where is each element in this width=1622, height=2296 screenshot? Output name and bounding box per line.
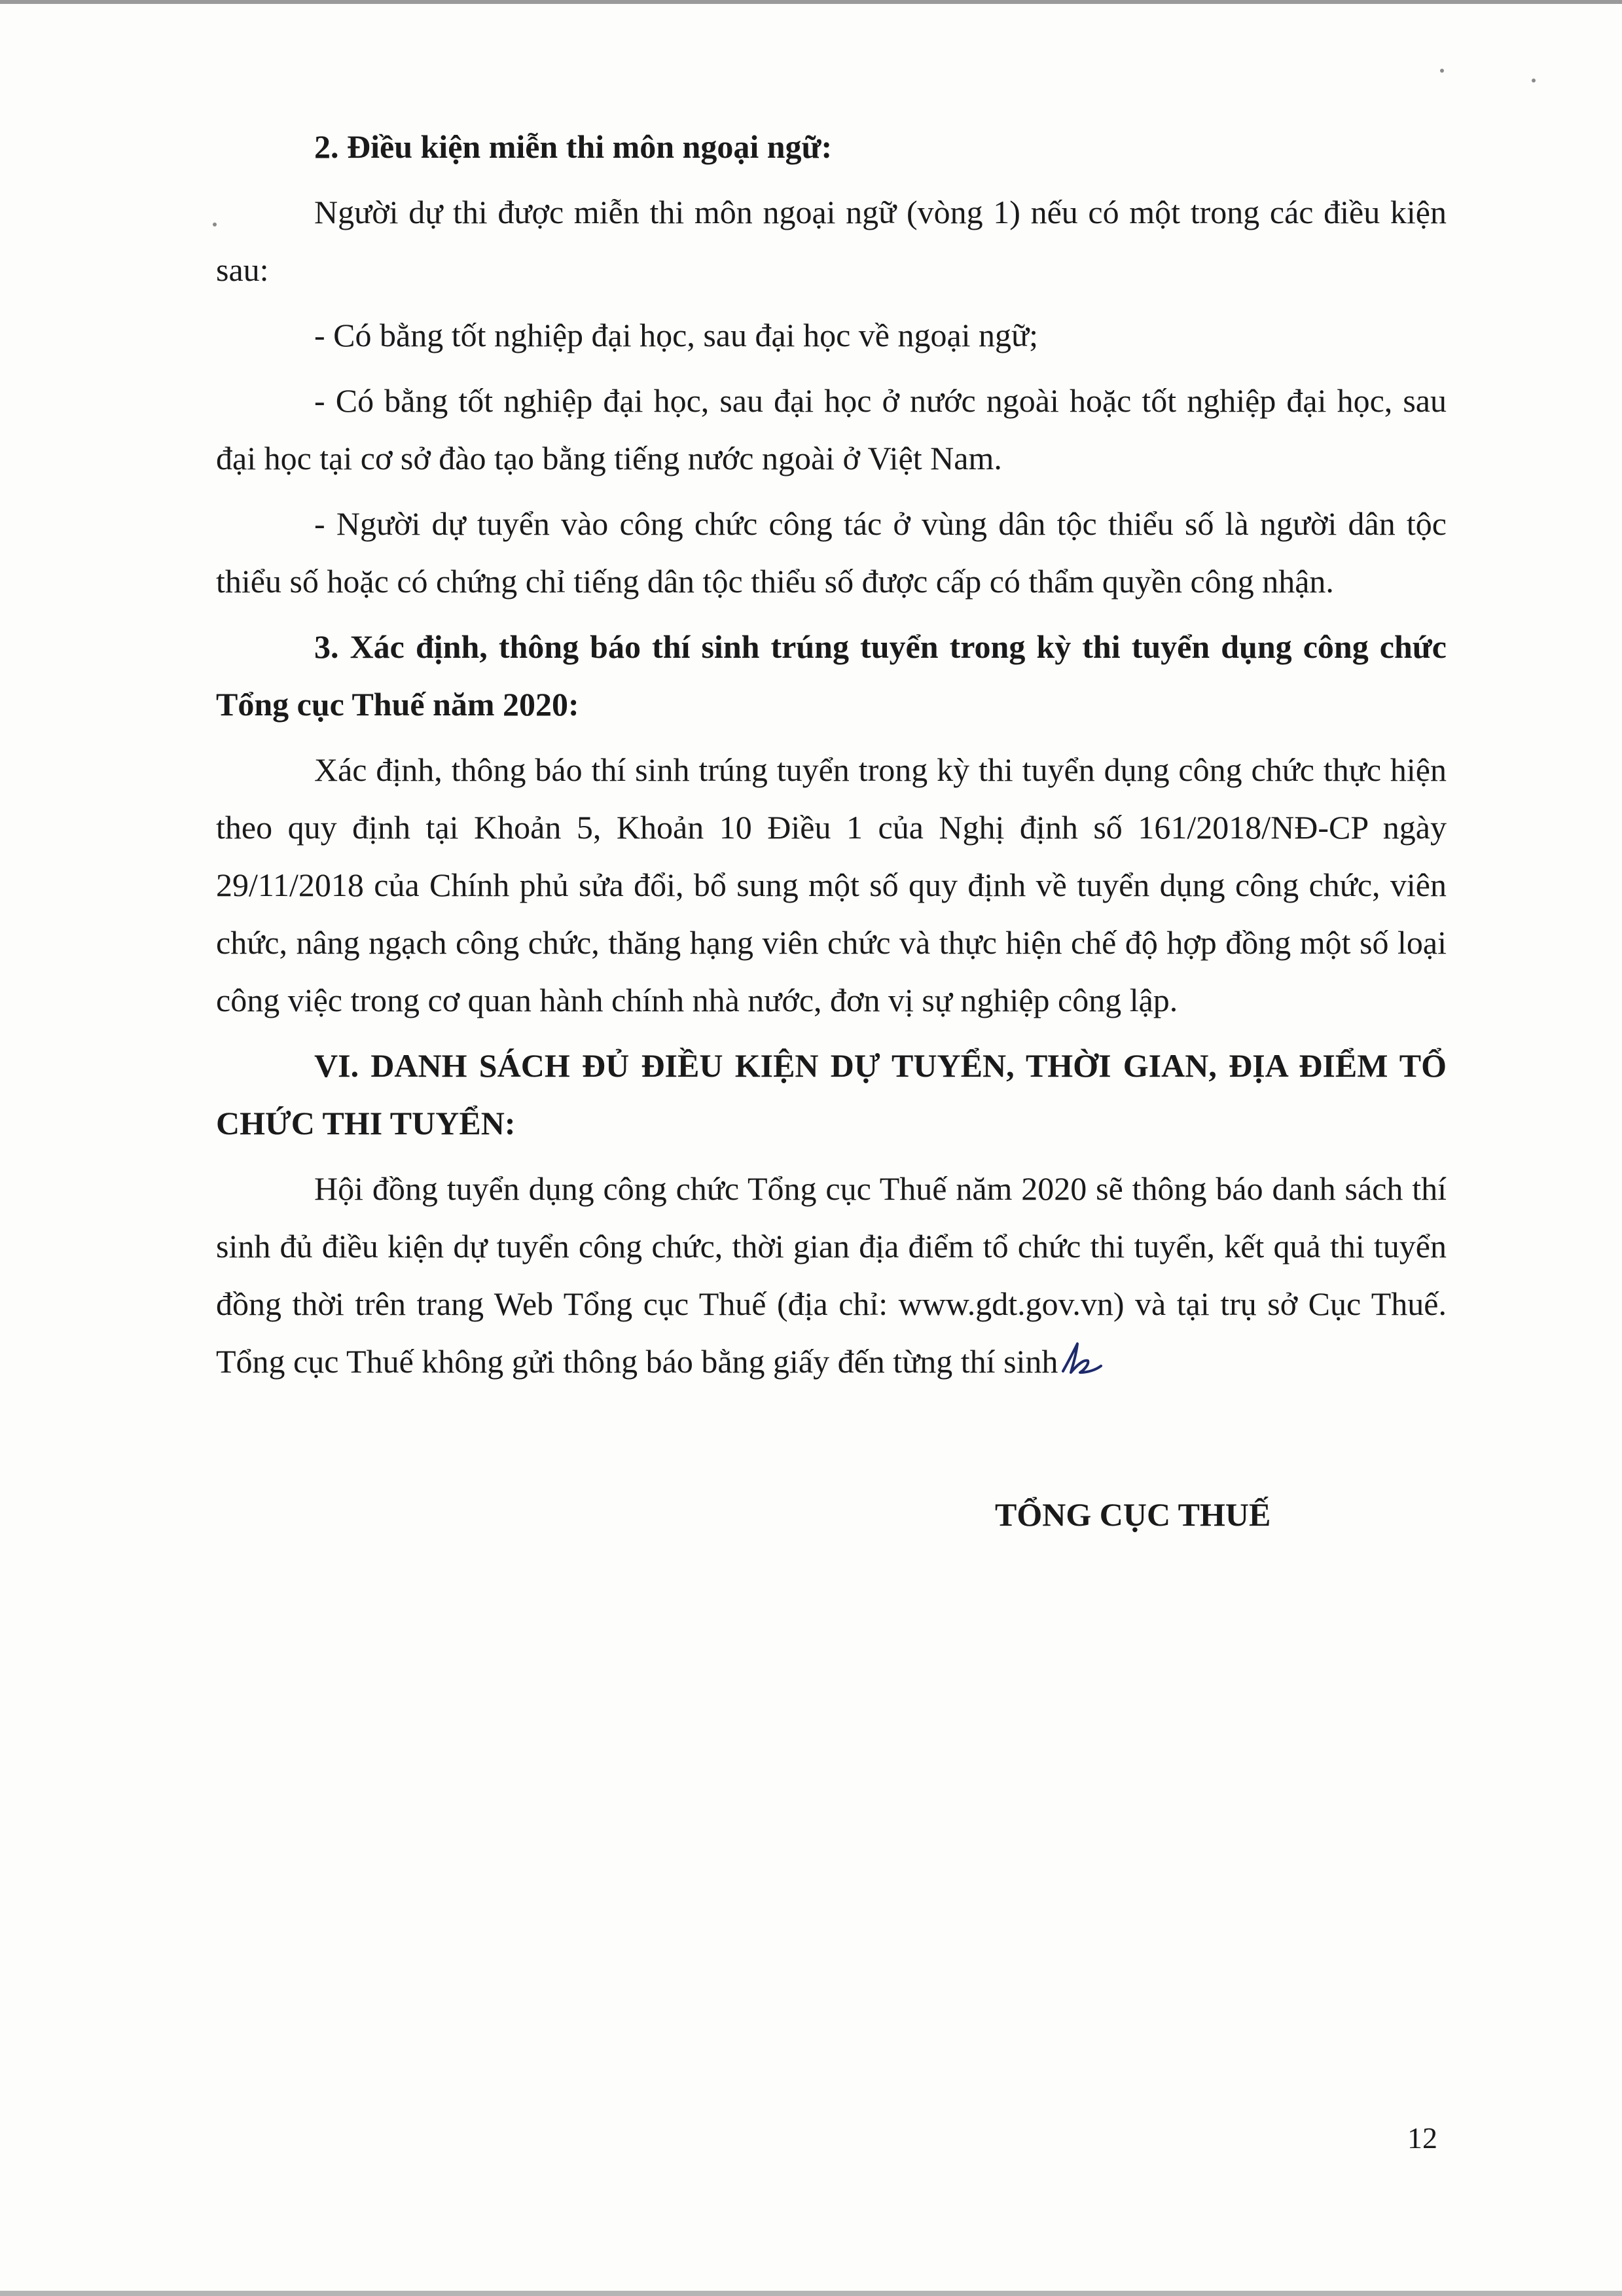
section-2-intro: Người dự thi được miễn thi môn ngoại ngữ (vòng 1) nếu có một trong các điều kiện sau: (216, 194, 1447, 288)
scan-speck (1440, 69, 1444, 73)
signature-block: TỔNG CỤC THUẾ (995, 1496, 1271, 1533)
section-3-heading: 3. Xác định, thông báo thí sinh trúng tuyển trong kỳ thi tuyển dụng công chức Tổng cục Thuế năm 2020: (216, 628, 1447, 723)
section-3-body: Xác định, thông báo thí sinh trúng tuyển trong kỳ thi tuyển dụng công chức thực hiện theo quy định tại Khoản 5, Khoản 10 Điều 1 của Nghị định số 161/2018/NĐ-CP ngày 29/11/2018 của Chính phủ sửa đổi, bổ sung một số quy định về tuyển dụng công chức, viên chức, nâng ngạch công chức, thăng hạng viên chức và thực hiện chế độ hợp đồng một số loại công việc trong cơ quan hành chính nhà nước, đơn vị sự nghiệp công lập. (216, 751, 1447, 1018)
section-6-body-paragraph (216, 1160, 1447, 1390)
section-2-item-2: - Có bằng tốt nghiệp đại học, sau đại học ở nước ngoài hoặc tốt nghiệp đại học, sau đại học tại cơ sở đào tạo bằng tiếng nước ngoài ở Việt Nam. (216, 382, 1447, 476)
section-2-item-3: - Người dự tuyển vào công chức công tác ở vùng dân tộc thiểu số là người dân tộc thiểu số hoặc có chứng chỉ tiếng dân tộc thiểu số được cấp có thẩm quyền công nhận. (216, 505, 1447, 600)
document-body (216, 118, 1447, 1390)
section-2-item-1: - Có bằng tốt nghiệp đại học, sau đại học về ngoại ngữ; (314, 317, 1039, 353)
section-2-heading: 2. Điều kiện miễn thi môn ngoại ngữ: (314, 128, 833, 165)
section-6-heading: VI. DANH SÁCH ĐỦ ĐIỀU KIỆN DỰ TUYỂN, THỜI GIAN, ĐỊA ĐIỂM TỔ CHỨC THI TUYỂN: (216, 1047, 1447, 1141)
page-number: 12 (1407, 2121, 1437, 2155)
scan-speck (1532, 79, 1536, 82)
handwritten-initial-mark (1058, 1340, 1104, 1379)
scan-edge-bottom (0, 2291, 1622, 2296)
scan-edge-top (0, 0, 1622, 4)
section-6-body: Hội đồng tuyển dụng công chức Tổng cục Thuế năm 2020 sẽ thông báo danh sách thí sinh đủ điều kiện dự tuyển công chức, thời gian địa điểm tổ chức thi tuyển, kết quả thi tuyển đồng thời trên trang Web Tổng cục Thuế (địa chỉ: www.gdt.gov.vn) và tại trụ sở Cục Thuế. Tổng cục Thuế không gửi thông báo bằng giấy đến từng thí sinh (216, 1170, 1447, 1380)
